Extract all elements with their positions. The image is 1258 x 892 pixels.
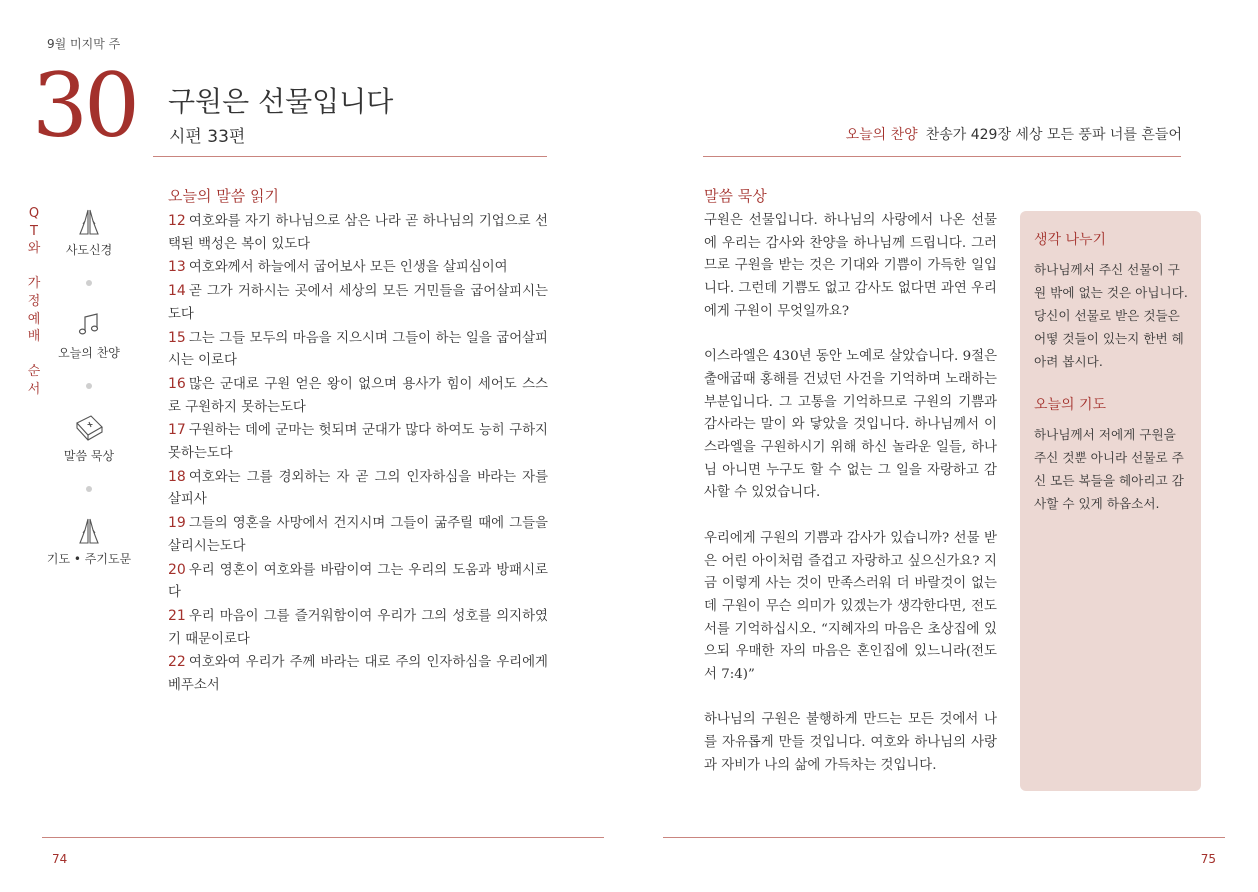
verse-number: 19 bbox=[168, 515, 186, 532]
page-number-left: 74 bbox=[52, 852, 68, 866]
verse-number: 15 bbox=[168, 329, 186, 346]
nav-separator-dot bbox=[86, 486, 92, 492]
verse bbox=[168, 559, 548, 605]
verse-text: 많은 군대로 구원 얻은 왕이 없으며 용사가 힘이 세어도 스스로 구원하지 못하는도다 bbox=[168, 376, 548, 415]
nav-label: 오늘의 찬양 bbox=[58, 346, 120, 360]
top-right-divider bbox=[703, 156, 1181, 157]
worship-order-nav bbox=[46, 205, 132, 567]
meditation-paragraph: 하나님의 구원은 불행하게 만드는 모든 것에서 나를 자유롭게 만들 것입니다. 여호와 하나님의 사랑과 자비가 나의 삶에 가득차는 것입니다. bbox=[704, 712, 997, 773]
vertical-char: 정 bbox=[27, 293, 41, 309]
vertical-char: T bbox=[30, 223, 38, 239]
meditation-text bbox=[704, 210, 997, 800]
verse-number: 21 bbox=[168, 607, 186, 624]
verse-number: 18 bbox=[168, 468, 186, 485]
week-label: 9월 미지막 주 bbox=[47, 37, 121, 51]
verse-text: 그는 그들 모두의 마음을 지으시며 그들이 하는 일을 굽어살피시는 이로다 bbox=[168, 330, 548, 369]
vertical-char: 예 bbox=[27, 311, 41, 327]
verse-text: 여호와는 그를 경외하는 자 곧 그의 인자하심을 바라는 자를 살피사 bbox=[168, 469, 548, 508]
nav-item-hymn bbox=[50, 308, 128, 361]
verse bbox=[168, 651, 548, 697]
reflection-box bbox=[1020, 211, 1201, 791]
share-thoughts-text: 하나님께서 주신 선물이 구원 밖에 없는 것은 아닙니다. 당신이 선물로 받은 것들은 어떻 것들이 있는지 한번 헤아려 봅시다. bbox=[1034, 262, 1188, 369]
vertical-char: 배 bbox=[27, 329, 41, 345]
vertical-char: 순 bbox=[27, 364, 41, 380]
meditation-paragraph: 이스라엘은 430년 동안 노예로 살았습니다. 9절은 출애굽때 홍해를 건넜던 사건을 기억하며 노래하는 부분입니다. 그 고통을 기억하므로 구원의 기쁨과 감사라는 말이 와 닿았을 것입니다. 하나님께서 이스라엘을 구원하시기 위해 하신 놀라운 일들, 하나님 아니면 누구도 할 수 없는 그 일을 자랑하고 감사할 수 있었습니다. bbox=[704, 349, 997, 501]
meditation-section-title: 말씀 묵상 bbox=[704, 187, 767, 205]
vertical-section-title bbox=[27, 205, 41, 399]
praying-hands-icon bbox=[71, 205, 107, 239]
verse bbox=[168, 419, 548, 465]
verse bbox=[168, 210, 548, 256]
todays-prayer-title: 오늘의 기도 bbox=[1034, 397, 1107, 413]
verse-number: 12 bbox=[168, 213, 186, 229]
hymn-text: 찬송가 429장 세상 모든 풍파 너를 흔들어 bbox=[925, 127, 1182, 143]
verse-text: 구원하는 데에 군마는 헛되며 군대가 많다 하여도 능히 구하지 못하는도다 bbox=[168, 423, 548, 462]
nav-label: 사도신경 bbox=[65, 243, 113, 257]
page-number-right: 75 bbox=[1200, 852, 1216, 866]
verse-text: 우리 영혼이 여호와를 바람이여 그는 우리의 도움과 방패시로다 bbox=[168, 562, 548, 601]
verse-text: 우리 마음이 그를 즐거워함이여 우리가 그의 성호를 의지하였기 때문이로다 bbox=[168, 608, 548, 647]
scripture-reference: 시편 33편 bbox=[169, 127, 246, 147]
verse bbox=[168, 605, 548, 651]
nav-separator-dot bbox=[86, 280, 92, 286]
verse-number: 14 bbox=[168, 283, 186, 300]
verse-text: 여호와께서 하늘에서 굽어보사 모든 인생을 살피심이여 bbox=[188, 260, 508, 276]
bottom-right-divider bbox=[663, 837, 1225, 838]
nav-item-creed bbox=[50, 205, 128, 258]
hymn-label: 오늘의 찬양 bbox=[845, 127, 918, 143]
verse-text: 곧 그가 거하시는 곳에서 세상의 모든 거민들을 굽어살피시는도다 bbox=[168, 284, 548, 322]
verse-number: 20 bbox=[168, 561, 186, 578]
vertical-char: 와 bbox=[27, 241, 41, 257]
verse-number: 22 bbox=[168, 654, 186, 671]
share-thoughts-title: 생각 나누기 bbox=[1034, 232, 1107, 248]
vertical-char: 가 bbox=[27, 276, 41, 292]
vertical-char bbox=[27, 258, 41, 276]
nav-separator-dot bbox=[86, 383, 92, 389]
reading-section-title: 오늘의 말씀 읽기 bbox=[168, 187, 279, 205]
vertical-char: 서 bbox=[27, 381, 41, 397]
nav-item-meditation bbox=[50, 411, 128, 464]
verse bbox=[168, 373, 548, 419]
nav-label: 기도 • 주기도문 bbox=[46, 552, 132, 566]
verse-text: 그들의 영혼을 사망에서 건지시며 그들이 굶주릴 때에 그들을 살리시는도다 bbox=[168, 516, 548, 554]
music-note-icon bbox=[71, 308, 107, 342]
bible-icon bbox=[71, 411, 107, 445]
meditation-paragraph: 구원은 선물입니다. 하나님의 사랑에서 나온 선물에 우리는 감사와 찬양을 하나님께 드립니다. 그러므로 구원을 받는 것은 기대와 기쁨이 가득한 일입니다. 그런데 기쁨도 없고 감사도 없다면 과연 우리에게 구원이 무엇일까요? bbox=[704, 213, 997, 319]
verse bbox=[168, 327, 548, 373]
bottom-left-divider bbox=[42, 837, 604, 838]
todays-hymn bbox=[846, 124, 1182, 144]
page-title: 구원은 선물입니다 bbox=[168, 85, 394, 118]
verse-number: 13 bbox=[168, 259, 186, 276]
day-number: 30 bbox=[32, 54, 136, 157]
top-left-divider bbox=[153, 156, 547, 157]
verse-number: 17 bbox=[168, 422, 186, 439]
nav-item-prayer bbox=[46, 514, 132, 567]
praying-hands-icon bbox=[71, 514, 107, 548]
scripture-verses bbox=[168, 210, 548, 698]
nav-label: 말씀 묵상 bbox=[63, 449, 115, 463]
verse-text: 여호와여 우리가 주께 바라는 대로 주의 인자하심을 우리에게 베푸소서 bbox=[168, 655, 548, 694]
vertical-char bbox=[27, 346, 41, 364]
verse bbox=[168, 280, 548, 326]
verse-text: 여호와를 자기 하나님으로 삼은 나라 곧 하나님의 기업으로 선택된 백성은 복이 있도다 bbox=[168, 214, 548, 252]
verse bbox=[168, 512, 548, 558]
verse bbox=[168, 256, 548, 280]
verse-number: 16 bbox=[168, 375, 186, 392]
vertical-char: Q bbox=[28, 206, 40, 221]
verse bbox=[168, 466, 548, 512]
todays-prayer-text: 하나님께서 저에게 구원을 주신 것뿐 아니라 선물로 주신 모든 복들을 헤아리고 감사할 수 있게 하옵소서. bbox=[1034, 427, 1184, 511]
meditation-paragraph: 우리에게 구원의 기쁨과 감사가 있습니까? 선물 받은 어린 아이처럼 즐겁고 자랑하고 싶으신가요? 지금 이렇게 사는 것이 만족스러워 더 바랄것이 없는데 구원이 무슨 의미가 있겠는가 생각한다면, 전도서를 기억하십시오. “지혜자의 마음은 초상집에 있으되 우매한 자의 마음은 혼인집에 있느니라(전도서 7:4)” bbox=[704, 530, 997, 683]
